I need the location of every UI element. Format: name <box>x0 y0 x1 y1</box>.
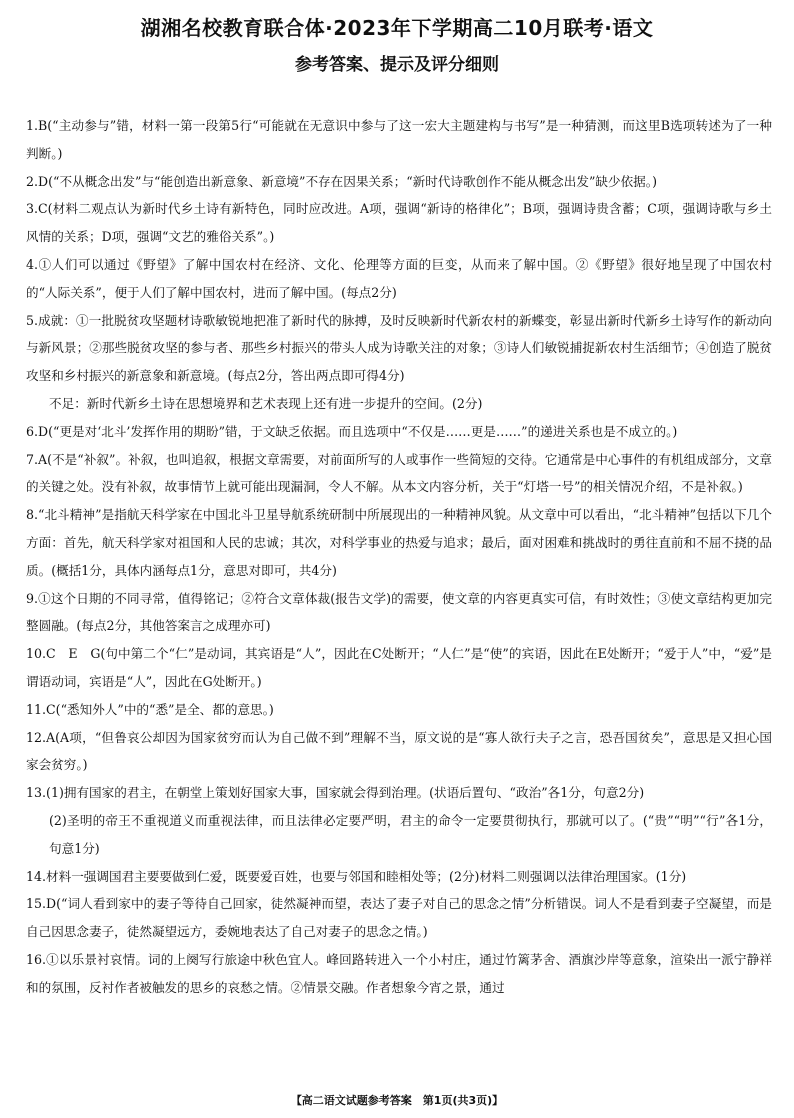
answer-5: 5.成就：①一批脱贫攻坚题材诗歌敏锐地把准了新时代的脉搏，及时反映新时代新农村的新蝶变，彰显出新时代新乡土诗写作的新动向与新风景；②那些脱贫攻坚的参与者、那些乡村振兴的带头人成为诗歌关注的对象；③诗人们敏锐捕捉新农村生活细节；④创造了脱贫攻坚和乡村振兴的新意象和新意境。(每点2分，答出两点即可得4分) <box>26 312 772 384</box>
answer-list <box>26 112 772 1002</box>
answer-16: 16.①以乐景衬哀情。词的上阕写行旅途中秋色宜人。峰回路转进入一个小村庄，通过竹篱茅舍、酒旗沙岸等意象，渲染出一派宁静祥和的氛围，反衬作者被触发的思乡的哀愁之情。②情景交融。作者想象今宵之景，通过 <box>26 951 772 995</box>
answer-13-2: (2)圣明的帝王不重视道义而重视法律，而且法律必定要严明，君主的命令一定要贯彻执行，那就可以了。(“贵”“明”“行”各1分，句意1分) <box>49 812 772 856</box>
answer-9: 9.①这个日期的不同寻常，值得铭记；②符合文章体裁(报告文学)的需要，使文章的内容更真实可信，有时效性；③使文章结构更加完整圆融。(每点2分，其他答案言之成理亦可) <box>26 590 772 634</box>
page-subtitle: 参考答案、提示及评分细则 <box>295 55 499 75</box>
answer-4: 4.①人们可以通过《野望》了解中国农村在经济、文化、伦理等方面的巨变，从而来了解中国。②《野望》很好地呈现了中国农村的“人际关系”，便于人们了解中国农村，进而了解中国。(每点2分) <box>26 256 772 300</box>
answer-3: 3.C(材料二观点认为新时代乡土诗有新特色，同时应改进。A项，强调“新诗的格律化”；B项，强调诗贵含蓄；C项，强调诗歌与乡土风情的关系；D项，强调“文艺的雅俗关系”。) <box>26 201 772 245</box>
answer-5-deficiency: 不足：新时代新乡土诗在思想境界和艺术表现上还有进一步提升的空间。(2分) <box>49 395 483 411</box>
answer-7: 7.A(不是“补叙”。补叙，也叫追叙，根据文章需要，对前面所写的人或事作一些简短的交待。它通常是中心事件的有机组成部分，文章的关键之处。没有补叙，故事情节上就可能出现漏洞，令人不解。从本文内容分析，关于“灯塔一号”的相关情况介绍，不是补叙。) <box>26 451 772 495</box>
page-footer: 【高二语文试题参考答案 第1页(共3页)】 <box>290 1094 504 1107</box>
answer-11: 11.C(“悉知外人”中的“悉”是全、都的意思。) <box>26 701 274 717</box>
answer-6: 6.D(“更是对‘北斗’发挥作用的期盼”错，于文缺乏依据。而且选项中“不仅是……更是……”的递进关系也是不成立的。) <box>26 423 678 439</box>
answer-1: 1.B(“主动参与”错，材料一第一段第5行“可能就在无意识中参与了这一宏大主题建构与书写”是一种猜测，而这里B选项转述为了一种判断。) <box>26 118 772 161</box>
answer-13-1: 13.(1)拥有国家的君主，在朝堂上策划好国家大事，国家就会得到治理。(状语后置句、“政治”各1分，句意2分) <box>26 785 645 801</box>
page-title: 湖湘名校教育联合体·2023年下学期高二10月联考·语文 <box>140 16 654 40</box>
answer-10: 10.C E G(句中第二个“仁”是动词，其宾语是“人”，因此在C处断开；“人仁”是“使”的宾语，因此在E处断开；“爱于人”中，“爱”是谓语动词，宾语是“人”，因此在G处断开。) <box>26 646 772 689</box>
answer-14: 14.材料一强调国君主要要做到仁爱，既要爱百姓，也要与邻国和睦相处等；(2分)材料二则强调以法律治理国家。(1分) <box>26 868 687 884</box>
answer-15: 15.D(“词人看到家中的妻子等待自己回家，徒然凝神而望，表达了妻子对自己的思念之情”分析错误。词人不是看到妻子空凝望，而是自己因思念妻子，徒然凝望远方，委婉地表达了自己对妻子的思念之情。) <box>26 896 772 940</box>
answer-12: 12.A(A项，“但鲁哀公却因为国家贫穷而认为自己做不到”理解不当，原文说的是“寡人欲行夫子之言，恐吾国贫矣”，意思是又担心国家会贫穷。) <box>26 729 772 773</box>
answer-8: 8.“北斗精神”是指航天科学家在中国北斗卫星导航系统研制中所展现出的一种精神风貌。从文章中可以看出，“北斗精神”包括以下几个方面：首先，航天科学家对祖国和人民的忠诚；其次，对科学事业的热爱与追求；最后，面对困难和挑战时的勇往直前和不屈不挠的品质。(概括1分，具体内涵每点1分，意思对即可，共4分) <box>26 507 772 578</box>
answer-2: 2.D(“不从概念出发”与“能创造出新意象、新意境”不存在因果关系；“新时代诗歌创作不能从概念出发”缺少依据。) <box>26 173 657 189</box>
